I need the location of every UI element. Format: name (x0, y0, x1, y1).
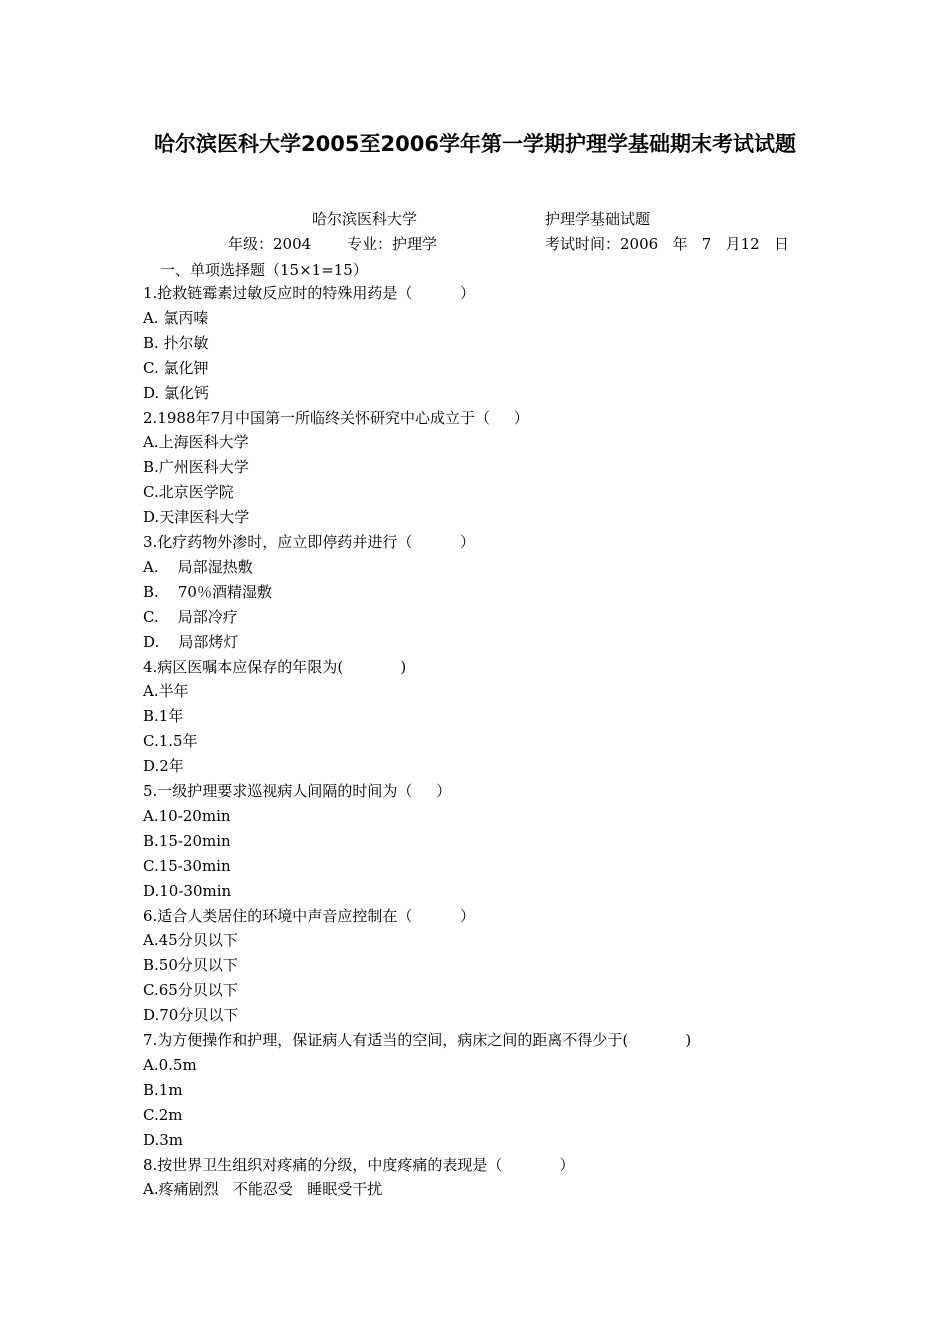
answer-option: C. 氯化钾 (143, 358, 209, 377)
answer-option: B.15-20min (143, 831, 231, 850)
answer-option: A. 氯丙嗪 (143, 308, 209, 327)
question-stem: 5.一级护理要求巡视病人间隔的时间为（ ） (143, 782, 452, 800)
question-stem: 1.抢救链霉素过敏反应时的特殊用药是（ ） (143, 284, 475, 302)
answer-option: D.10-30min (143, 881, 232, 900)
answer-option: D. 局部烤灯 (143, 632, 239, 651)
answer-option: D.70分贝以下 (143, 1006, 239, 1025)
exam-time-label: 考试时间：2006 年 7 月12 日 (545, 235, 790, 253)
answer-option: B. 70％酒精湿敷 (143, 582, 272, 601)
question-stem: 4.病区医嘱本应保存的年限为( ) (143, 657, 407, 676)
answer-option: C.2m (143, 1105, 183, 1124)
answer-option: D. 氯化钙 (143, 383, 210, 402)
answer-option: C.15-30min (143, 856, 231, 875)
answer-option: D.天津医科大学 (143, 508, 250, 527)
question-stem: 2.1988年7月中国第一所临终关怀研究中心成立于（ ） (143, 408, 529, 427)
answer-option: B.1年 (143, 707, 184, 726)
answer-option: A.10-20min (143, 806, 231, 825)
question-stem: 8.按世界卫生组织对疼痛的分级，中度疼痛的表现是（ ） (143, 1155, 575, 1174)
answer-option: A.半年 (143, 682, 189, 701)
section-title: 一、单项选择题（15×1=15） (160, 261, 368, 279)
question-stem: 6.适合人类居住的环境中声音应控制在（ ） (143, 906, 475, 925)
answer-option: A.45分贝以下 (143, 931, 238, 950)
answer-option: A. 局部湿热敷 (143, 557, 253, 576)
answer-option: B.50分贝以下 (143, 956, 238, 975)
answer-option: D.2年 (143, 757, 184, 776)
major-label: 专业：护理学 (347, 235, 438, 253)
answer-option: C.1.5年 (143, 732, 198, 751)
question-stem: 7.为方便操作和护理，保证病人有适当的空间，病床之间的距离不得少于( ) (143, 1031, 692, 1049)
answer-option: A.0.5m (143, 1055, 197, 1074)
answer-option: A.上海医科大学 (143, 433, 249, 452)
answer-option: C.北京医学院 (143, 483, 234, 502)
answer-option: B.1m (143, 1080, 183, 1099)
answer-option: C.65分贝以下 (143, 981, 238, 1000)
answer-option: B. 扑尔敏 (143, 333, 209, 352)
answer-option: C. 局部冷疗 (143, 607, 238, 626)
answer-option: B.广州医科大学 (143, 458, 249, 477)
answer-option: D.3m (143, 1130, 184, 1149)
page-title: 哈尔滨医科大学2005至2006学年第一学期护理学基础期末考试试题 (154, 132, 796, 156)
answer-option: A.疼痛剧烈 不能忍受 睡眠受干扰 (143, 1180, 383, 1199)
school-name: 哈尔滨医科大学 (312, 210, 418, 228)
grade-label: 年级：2004 (228, 235, 312, 253)
subject-name: 护理学基础试题 (545, 210, 651, 228)
question-stem: 3.化疗药物外渗时，应立即停药并进行（ ） (143, 533, 475, 551)
